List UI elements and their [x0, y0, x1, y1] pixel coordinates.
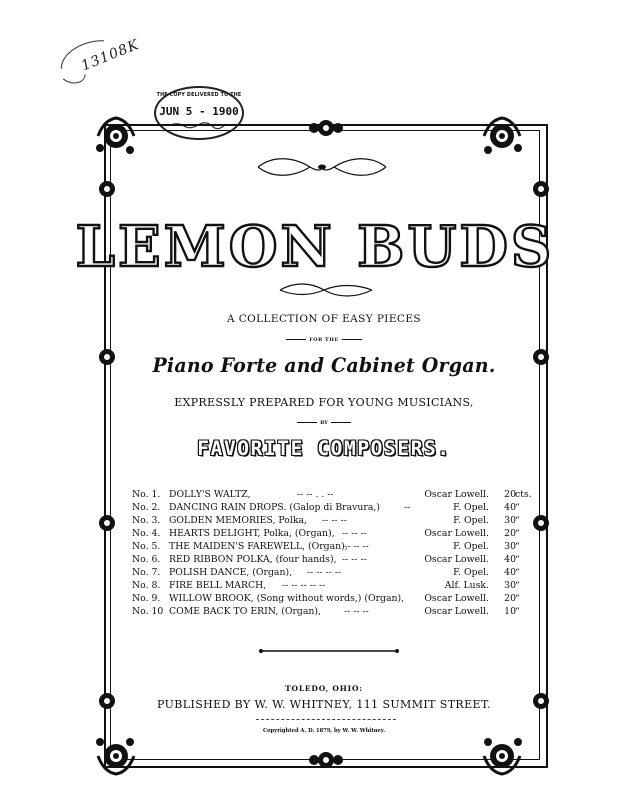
dotted-rule	[256, 719, 396, 720]
by-label: BY	[110, 420, 538, 426]
handwritten-number: 13108K	[79, 36, 142, 75]
floral-corner-ornament-icon	[94, 114, 138, 158]
contents-list	[132, 489, 532, 619]
favorite-composers-heading: FAVORITE COMPOSERS.	[197, 437, 451, 460]
list-item: No. 1. DOLLY'S WALTZ, -- -- . . -- Oscar Lowell. 20 cts.	[132, 489, 532, 500]
side-ornament-icon	[96, 512, 118, 534]
side-ornament-icon	[530, 178, 552, 200]
handwritten-catalog-number	[48, 19, 149, 97]
list-item: No. 10 COME BACK TO ERIN, (Organ), -- -- -- Oscar Lowell. 10 “	[132, 606, 520, 617]
side-ornament-icon	[96, 346, 118, 368]
for-the-label: FOR THE	[110, 337, 538, 343]
expressly-line: EXPRESSLY PREPARED FOR YOUNG MUSICIANS,	[174, 396, 474, 409]
list-item: No. 3. GOLDEN MEMORIES, Polka, -- -- -- F. Opel. 30 “	[132, 515, 520, 526]
list-item: No. 8. FIRE BELL MARCH, -- -- -- -- -- Alf. Lusk. 30 “	[132, 580, 520, 591]
side-ornament-icon	[530, 512, 552, 534]
floral-corner-ornament-icon	[480, 734, 524, 778]
publisher-city: TOLEDO, OHIO:	[285, 684, 363, 693]
title-underline-swirl-icon	[276, 280, 376, 300]
instrument-heading: Piano Forte and Cabinet Organ.	[152, 353, 496, 377]
copyright-line: Copyrighted A. D. 1879, by W. W. Whitney.	[262, 728, 386, 734]
title-swirl-ornament-icon	[252, 156, 392, 178]
stamp-date: JUN 5 - 1900	[159, 105, 239, 118]
floral-corner-ornament-icon	[480, 114, 524, 158]
list-item: No. 7. POLISH DANCE, (Organ), -- -- -- -- F. Opel. 40 “	[132, 567, 520, 578]
title-text: LEMON BUDS	[75, 214, 555, 280]
list-item: No. 5. THE MAIDEN'S FAREWELL, (Organ), -- -- -- F. Opel. 30 “	[132, 541, 520, 552]
subtitle: A COLLECTION OF EASY PIECES	[226, 313, 421, 325]
floral-cluster-bottom-icon	[306, 748, 346, 772]
divider-ornament-icon	[259, 646, 399, 656]
floral-corner-ornament-icon	[94, 734, 138, 778]
floral-cluster-top-icon	[306, 116, 346, 140]
list-item: No. 9. WILLOW BROOK, (Song without words,) (Organ), Oscar Lowell. 20 “	[132, 593, 520, 604]
list-item: No. 6. RED RIBBON POLKA, (four hands), -- -- -- Oscar Lowell. 40 “	[132, 554, 520, 565]
side-ornament-icon	[96, 178, 118, 200]
side-ornament-icon	[530, 346, 552, 368]
list-item: No. 4. HEARTS DELIGHT, Polka, (Organ), -- -- -- Oscar Lowell. 20 “	[132, 528, 520, 539]
list-item: No. 2. DANCING RAIN DROPS. (Galop di Bravura,) -- F. Opel. 40 “	[132, 502, 520, 513]
publisher-line: PUBLISHED BY W. W. WHITNEY, 111 SUMMIT STREET.	[157, 698, 491, 711]
stamp-top-text: THE COPY DELIVERED TO THE	[156, 93, 242, 98]
